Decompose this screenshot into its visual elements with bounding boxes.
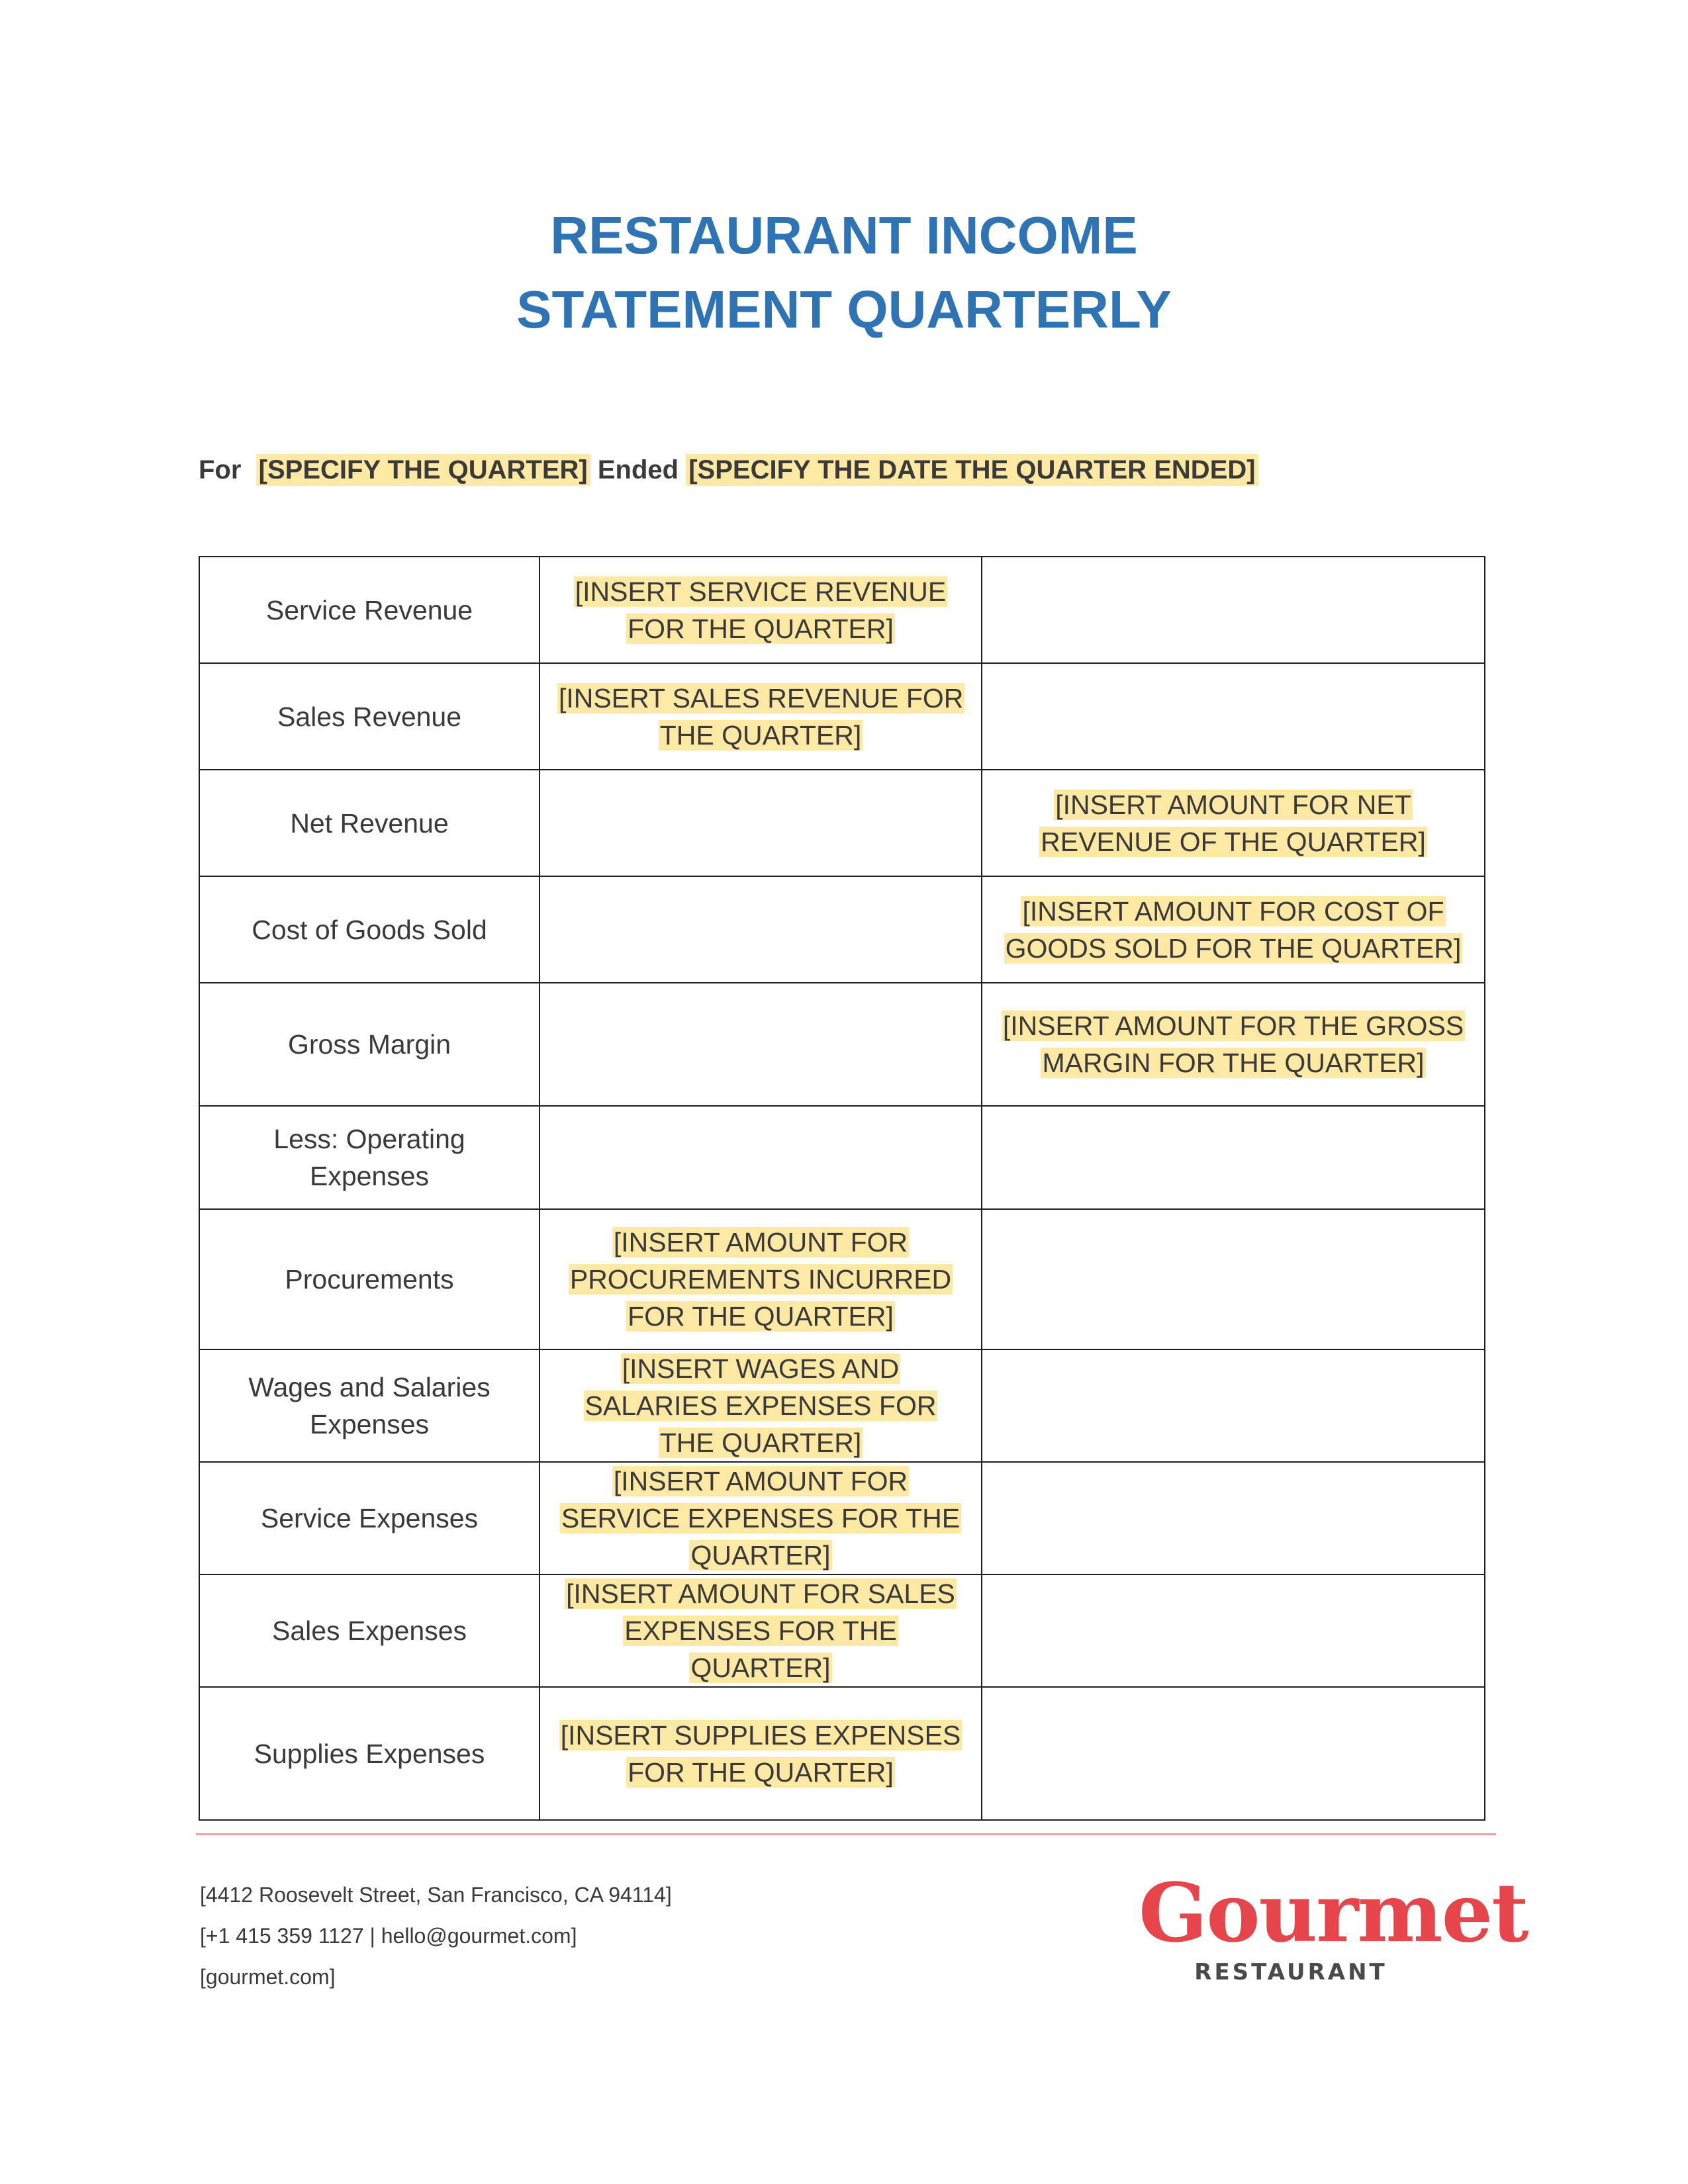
placeholder-text: [INSERT WAGES AND SALARIES EXPENSES FOR THE QUARTER] [585,1353,937,1458]
table-row [199,983,1485,1106]
table-row [199,663,1485,770]
table-row [199,1687,1485,1820]
placeholder-text: [INSERT AMOUNT FOR SERVICE EXPENSES FOR THE QUARTER] [561,1466,961,1570]
placeholder-text: [INSERT SALES REVENUE FOR THE QUARTER] [559,682,964,751]
amount-cell[interactable] [539,557,982,663]
placeholder-text: [INSERT AMOUNT FOR SALES EXPENSES FOR THE QUARTER] [566,1578,955,1683]
total-cell[interactable] [982,1349,1485,1462]
placeholder-text: [INSERT AMOUNT FOR COST OF GOODS SOLD FOR THE QUARTER] [1005,895,1462,964]
income-statement-table [199,556,1485,1821]
total-cell[interactable] [982,770,1485,876]
total-cell[interactable] [982,1209,1485,1349]
logo-wordmark: Gourmet [1139,1865,1528,1960]
period-middle: Ended [597,455,679,484]
amount-cell[interactable] [539,983,982,1106]
title-line-1: RESTAURANT INCOME [550,206,1138,265]
table-row [199,770,1485,876]
title-line-2: STATEMENT QUARTERLY [516,280,1172,339]
period-prefix: For [199,455,242,484]
date-placeholder[interactable]: [SPECIFY THE DATE THE QUARTER ENDED] [686,454,1258,486]
table-row [199,1462,1485,1574]
placeholder-text: [INSERT AMOUNT FOR NET REVENUE OF THE QUARTER] [1041,789,1426,857]
table-row [199,557,1485,663]
amount-cell[interactable] [539,663,982,770]
amount-cell[interactable] [539,1687,982,1820]
amount-cell[interactable] [539,1209,982,1349]
address-text: [4412 Roosevelt Street, San Francisco, CA 94114] [200,1883,672,1907]
table-row [199,876,1485,983]
total-cell[interactable] [982,663,1485,770]
website-text: [gourmet.com] [200,1965,336,1989]
row-label: Cost of Goods Sold [199,876,539,983]
amount-cell[interactable] [539,1106,982,1209]
phone-email-text: [+1 415 359 1127 | hello@gourmet.com] [200,1924,577,1948]
placeholder-text: [INSERT AMOUNT FOR PROCUREMENTS INCURRED FOR THE QUARTER] [569,1227,952,1332]
footer-divider [196,1833,1496,1835]
total-cell[interactable] [982,876,1485,983]
total-cell[interactable] [982,557,1485,663]
period-line [199,455,1258,485]
total-cell[interactable] [982,1574,1485,1687]
table-row [199,1106,1485,1209]
table-row [199,1349,1485,1462]
row-label: Service Revenue [199,557,539,663]
row-label: Sales Expenses [199,1574,539,1687]
row-label: Net Revenue [199,770,539,876]
logo-subtitle: RESTAURANT [1194,1959,1387,1985]
gourmet-logo [1139,1865,1528,1999]
row-label: Service Expenses [199,1462,539,1574]
amount-cell[interactable] [539,1574,982,1687]
amount-cell[interactable] [539,1349,982,1462]
row-label: Gross Margin [199,983,539,1106]
total-cell[interactable] [982,1106,1485,1209]
amount-cell[interactable] [539,876,982,983]
row-label: Procurements [199,1209,539,1349]
document-title [0,199,1688,347]
table-row [199,1574,1485,1687]
placeholder-text: [INSERT AMOUNT FOR THE GROSS MARGIN FOR THE QUARTER] [1002,1011,1464,1078]
total-cell[interactable] [982,1687,1485,1820]
row-label: Wages and Salaries Expenses [199,1349,539,1462]
row-label: Supplies Expenses [199,1687,539,1820]
placeholder-text: [INSERT SUPPLIES EXPENSES FOR THE QUARTER] [560,1719,961,1788]
amount-cell[interactable] [539,1462,982,1574]
amount-cell[interactable] [539,770,982,876]
row-label: Less: Operating Expenses [199,1106,539,1209]
total-cell[interactable] [982,1462,1485,1574]
placeholder-text: [INSERT SERVICE REVENUE FOR THE QUARTER] [575,576,947,644]
total-cell[interactable] [982,983,1485,1106]
row-label: Sales Revenue [199,663,539,770]
contact-block [200,1874,672,1997]
quarter-placeholder[interactable]: [SPECIFY THE QUARTER] [256,454,590,486]
table-row [199,1209,1485,1349]
